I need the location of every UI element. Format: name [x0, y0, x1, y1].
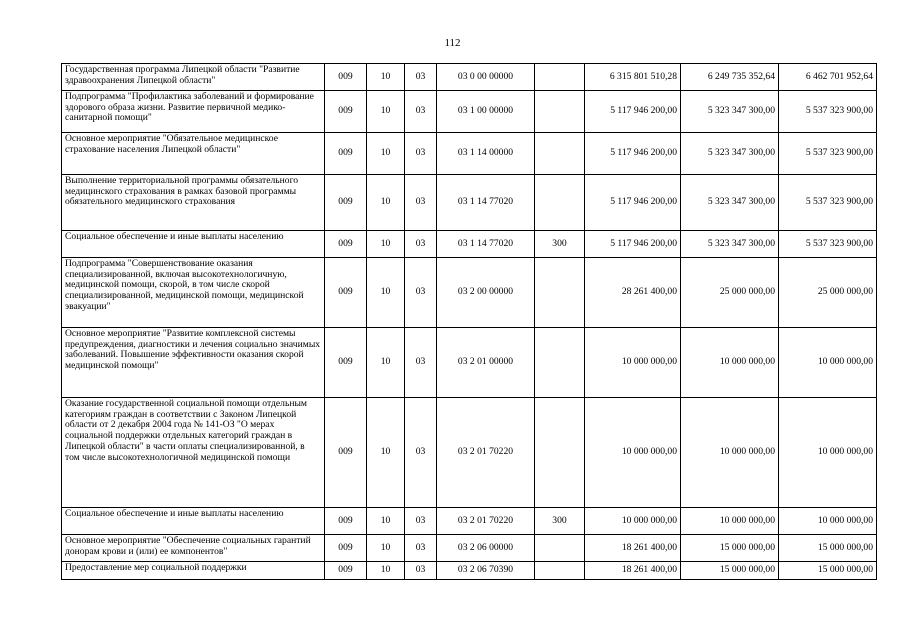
row-name: Выполнение территориальной программы обязательного медицинского страхования в рамках базовой программы обязательного медицинского страхования [62, 175, 325, 231]
section-code: 10 [367, 328, 405, 398]
sum-year-1: 5 117 946 200,00 [585, 133, 681, 175]
expense-type-code [535, 535, 585, 562]
row-name: Социальное обеспечение и иные выплаты населению [62, 231, 325, 258]
sum-year-3: 6 462 701 952,64 [779, 64, 877, 91]
expense-type-code [535, 175, 585, 231]
ministry-code: 009 [325, 175, 367, 231]
table-row [62, 91, 877, 133]
row-name: Предоставление мер социальной поддержки [62, 562, 325, 580]
row-name: Подпрограмма "Профилактика заболеваний и формирование здорового образа жизни. Развитие первичной медико-санитарной помощи" [62, 91, 325, 133]
table-row [62, 562, 877, 580]
table-row [62, 398, 877, 508]
target-code: 03 1 14 00000 [437, 133, 535, 175]
ministry-code: 009 [325, 328, 367, 398]
sum-year-3: 10 000 000,00 [779, 328, 877, 398]
expense-type-code [535, 562, 585, 580]
table-row [62, 508, 877, 535]
sum-year-2: 6 249 735 352,64 [681, 64, 779, 91]
sum-year-2: 5 323 347 300,00 [681, 133, 779, 175]
section-code: 10 [367, 231, 405, 258]
section-code: 10 [367, 398, 405, 508]
subsection-code: 03 [405, 175, 437, 231]
ministry-code: 009 [325, 398, 367, 508]
expense-type-code [535, 398, 585, 508]
sum-year-2: 10 000 000,00 [681, 508, 779, 535]
target-code: 03 0 00 00000 [437, 64, 535, 91]
expense-type-code [535, 64, 585, 91]
ministry-code: 009 [325, 508, 367, 535]
row-name: Государственная программа Липецкой области "Развитие здравоохранения Липецкой области" [62, 64, 325, 91]
row-name: Социальное обеспечение и иные выплаты населению [62, 508, 325, 535]
section-code: 10 [367, 64, 405, 91]
sum-year-2: 25 000 000,00 [681, 258, 779, 328]
sum-year-3: 15 000 000,00 [779, 535, 877, 562]
sum-year-2: 10 000 000,00 [681, 398, 779, 508]
sum-year-3: 15 000 000,00 [779, 562, 877, 580]
ministry-code: 009 [325, 133, 367, 175]
section-code: 10 [367, 133, 405, 175]
sum-year-3: 5 537 323 900,00 [779, 133, 877, 175]
ministry-code: 009 [325, 231, 367, 258]
ministry-code: 009 [325, 64, 367, 91]
table-row [62, 175, 877, 231]
sum-year-1: 10 000 000,00 [585, 328, 681, 398]
expense-type-code: 300 [535, 231, 585, 258]
table-row [62, 258, 877, 328]
sum-year-1: 18 261 400,00 [585, 535, 681, 562]
expense-type-code [535, 258, 585, 328]
subsection-code: 03 [405, 535, 437, 562]
sum-year-3: 5 537 323 900,00 [779, 175, 877, 231]
section-code: 10 [367, 535, 405, 562]
budget-table [61, 63, 877, 580]
sum-year-1: 18 261 400,00 [585, 562, 681, 580]
row-name: Оказание государственной социальной помощи отдельным категориям граждан в соответствии с Законом Липецкой области от 2 декабря 2004 года № 141-ОЗ "О мерах социальной поддержки отдельных категорий граждан в Липецкой области" в части оплаты специализированной, в том числе высокотехнологичной медицинской помощи [62, 398, 325, 508]
sum-year-2: 15 000 000,00 [681, 535, 779, 562]
table-row [62, 231, 877, 258]
row-name: Основное мероприятие "Обеспечение социальных гарантий донорам крови и (или) ее компонентов" [62, 535, 325, 562]
target-code: 03 2 00 00000 [437, 258, 535, 328]
sum-year-1: 28 261 400,00 [585, 258, 681, 328]
section-code: 10 [367, 175, 405, 231]
subsection-code: 03 [405, 562, 437, 580]
target-code: 03 2 06 00000 [437, 535, 535, 562]
sum-year-3: 10 000 000,00 [779, 508, 877, 535]
section-code: 10 [367, 508, 405, 535]
sum-year-1: 5 117 946 200,00 [585, 91, 681, 133]
sum-year-1: 5 117 946 200,00 [585, 231, 681, 258]
subsection-code: 03 [405, 328, 437, 398]
table-row [62, 133, 877, 175]
sum-year-2: 15 000 000,00 [681, 562, 779, 580]
ministry-code: 009 [325, 91, 367, 133]
subsection-code: 03 [405, 133, 437, 175]
table-row [62, 535, 877, 562]
sum-year-2: 5 323 347 300,00 [681, 175, 779, 231]
ministry-code: 009 [325, 258, 367, 328]
section-code: 10 [367, 562, 405, 580]
target-code: 03 1 14 77020 [437, 231, 535, 258]
expense-type-code: 300 [535, 508, 585, 535]
sum-year-3: 5 537 323 900,00 [779, 91, 877, 133]
sum-year-3: 5 537 323 900,00 [779, 231, 877, 258]
subsection-code: 03 [405, 91, 437, 133]
subsection-code: 03 [405, 398, 437, 508]
subsection-code: 03 [405, 508, 437, 535]
target-code: 03 1 14 77020 [437, 175, 535, 231]
expense-type-code [535, 91, 585, 133]
row-name: Основное мероприятие "Развитие комплексной системы предупреждения, диагностики и лечения социально значимых заболеваний. Повышение эффективности оказания скорой медицинской помощи" [62, 328, 325, 398]
sum-year-1: 10 000 000,00 [585, 398, 681, 508]
target-code: 03 2 06 70390 [437, 562, 535, 580]
target-code: 03 2 01 70220 [437, 508, 535, 535]
target-code: 03 2 01 00000 [437, 328, 535, 398]
subsection-code: 03 [405, 64, 437, 91]
expense-type-code [535, 328, 585, 398]
ministry-code: 009 [325, 535, 367, 562]
subsection-code: 03 [405, 258, 437, 328]
sum-year-1: 10 000 000,00 [585, 508, 681, 535]
sum-year-1: 6 315 801 510,28 [585, 64, 681, 91]
sum-year-1: 5 117 946 200,00 [585, 175, 681, 231]
ministry-code: 009 [325, 562, 367, 580]
sum-year-3: 10 000 000,00 [779, 398, 877, 508]
section-code: 10 [367, 91, 405, 133]
sum-year-3: 25 000 000,00 [779, 258, 877, 328]
row-name: Подпрограмма "Совершенствование оказания специализированной, включая высокотехнологичную, медицинской помощи, скорой, в том числе скорой специализированной, медицинской помощи, медицинской эвакуации" [62, 258, 325, 328]
expense-type-code [535, 133, 585, 175]
row-name: Основное мероприятие "Обязательное медицинское страхование населения Липецкой области" [62, 133, 325, 175]
page-number: 112 [444, 37, 461, 49]
sum-year-2: 5 323 347 300,00 [681, 91, 779, 133]
section-code: 10 [367, 258, 405, 328]
target-code: 03 1 00 00000 [437, 91, 535, 133]
target-code: 03 2 01 70220 [437, 398, 535, 508]
table-row [62, 328, 877, 398]
subsection-code: 03 [405, 231, 437, 258]
sum-year-2: 5 323 347 300,00 [681, 231, 779, 258]
sum-year-2: 10 000 000,00 [681, 328, 779, 398]
table-row [62, 64, 877, 91]
